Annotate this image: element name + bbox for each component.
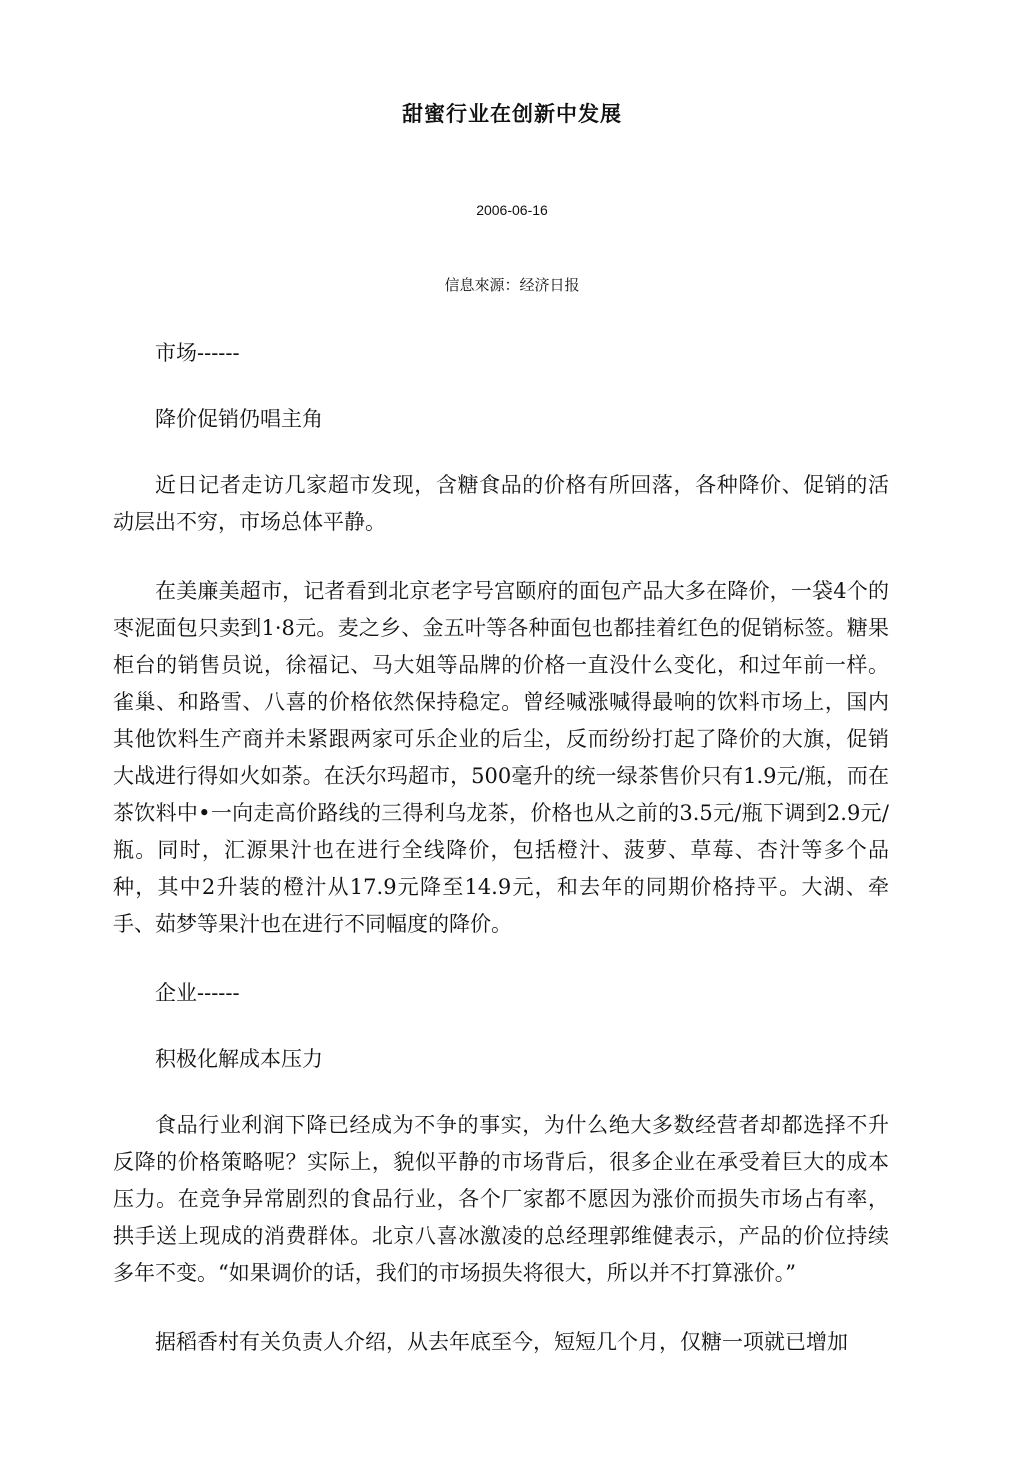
article-date: 2006-06-16 [476, 202, 548, 218]
paragraph: 据稻香村有关负责人介绍，从去年底至今，短短几个月，仅糖一项就已增加 [155, 1330, 848, 1354]
article-body [113, 335, 889, 1393]
section-label-enterprise: 企业------ [155, 981, 240, 1005]
section-subtitle-market: 降价促销仍唱主角 [155, 407, 323, 431]
section-subtitle-enterprise: 积极化解成本压力 [155, 1047, 323, 1071]
paragraph: 食品行业利润下降已经成为不争的事实，为什么绝大多数经营者却都选择不升反降的价格策略呢？实际上，貌似平静的市场背后，很多企业在承受着巨大的成本压力。在竞争异常剧烈的食品行业，各个厂家都不愿因为涨价而损失市场占有率，拱手送上现成的消费群体。北京八喜冰激凌的总经理郭维健表示，产品的价位持续多年不变。“如果调价的话，我们的市场损失将很大，所以并不打算涨价。” [113, 1113, 889, 1285]
paragraph: 在美廉美超市，记者看到北京老字号宫颐府的面包产品大多在降价，一袋4个的枣泥面包只卖到1·8元。麦之乡、金五叶等各种面包也都挂着红色的促销标签。糖果柜台的销售员说，徐福记、马大姐等品牌的价格一直没什么变化，和过年前一样。雀巢、和路雪、八喜的价格依然保持稳定。曾经喊涨喊得最响的饮料市场上，国内其他饮料生产商并未紧跟两家可乐企业的后尘，反而纷纷打起了降价的大旗，促销大战进行得如火如荼。在沃尔玛超市，500毫升的统一绿茶售价只有1.9元/瓶，而在茶饮料中•一向走高价路线的三得利乌龙茶，价格也从之前的3.5元/瓶下调到2.9元/瓶。同时，汇源果汁也在进行全线降价，包括橙汁、菠萝、草莓、杏汁等多个品种，其中2升装的橙汁从17.9元降至14.9元，和去年的同期价格持平。大湖、牵手、茹梦等果汁也在进行不同幅度的降价。 [113, 579, 889, 936]
paragraph: 近日记者走访几家超市发现，含糖食品的价格有所回落，各种降价、促销的活动层出不穷，市场总体平静。 [113, 473, 889, 534]
section-label-market: 市场------ [155, 341, 240, 365]
article-title: 甜蜜行业在创新中发展 [402, 102, 622, 126]
article-source: 信息來源：经济日报 [444, 276, 580, 294]
